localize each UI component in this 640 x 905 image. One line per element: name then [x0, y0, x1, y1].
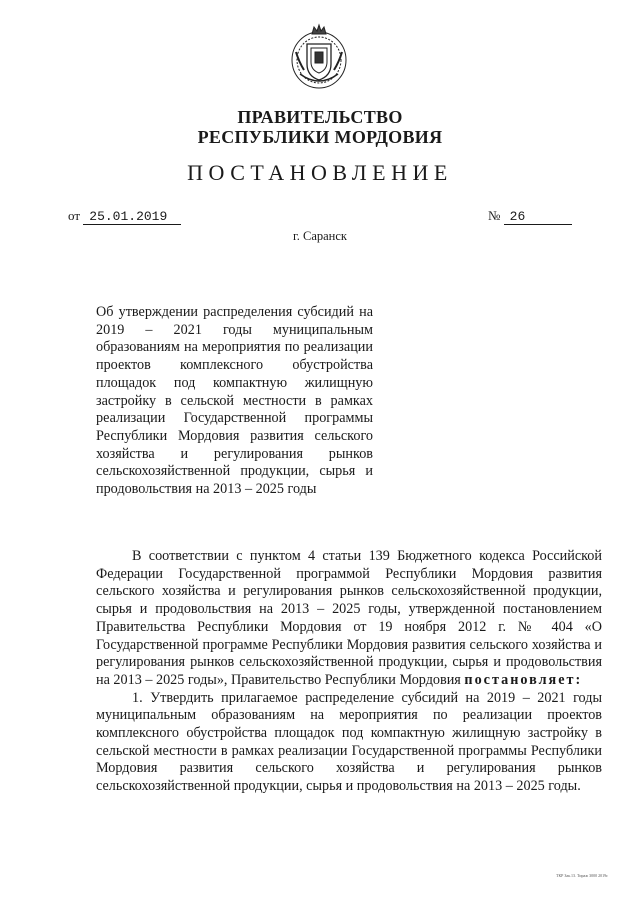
city: г. Саранск	[293, 229, 347, 243]
coat-of-arms-icon	[288, 22, 350, 92]
date-row	[68, 208, 181, 225]
document-number: 26	[504, 209, 572, 225]
body-paragraph-1-text: В соответствии с пунктом 4 статьи 139 Бюджетного кодекса Российской Федерации Государственной программой Республики Мордовия развития сельского хозяйства и регулирования рынков сельскохозяйственной продукции, сырья и продовольствия на 2013 – 2025 годы, утвержденной постановлением Правительства Республики Мордовия от 19 ноября 2012 г. № 404 «О Государственной программе Республики Мордовия развития сельского хозяйства и регулирования рынков сельскохозяйственной продукции, сырья и продовольствия на 2013 – 2025 годы», Правительство Республики Мордовия	[96, 548, 602, 688]
document-type: ПОСТАНОВЛЕНИЕ	[187, 160, 453, 185]
print-note: ТКР Зак.13. Тираж 3000 2019г.	[556, 873, 609, 878]
body-paragraph-2: 1. Утвердить прилагаемое распределение субсидий на 2019 – 2021 годы муниципальным образованиям на мероприятия по реализации проектов комплексного обустройства площадок под компактную жилищную застройку в сельской местности в рамках реализации Государственной программы Республики Мордовия развития сельского хозяйства и регулирования рынков сельскохозяйственной продукции, сырья и продовольствия на 2013 – 2025 годы.	[96, 689, 602, 795]
resolution-keyword: постановляет:	[464, 671, 583, 688]
document-subject: Об утверждении распределения субсидий на 2019 – 2021 годы муниципальным образованиям на мероприятия по реализации проектов комплексного обустройства площадок под компактную жилищную застройку в сельской местности в рамках реализации Государственной программы Республики Мордовия развития сельского хозяйства и регулирования рынков сельскохозяйственной продукции, сырья и продовольствия на 2013 – 2025 годы	[96, 304, 373, 498]
organization-name-line2: РЕСПУБЛИКИ МОРДОВИЯ	[197, 127, 443, 147]
organization-name-line1: ПРАВИТЕЛЬСТВО	[237, 107, 403, 127]
date-prefix: от	[68, 208, 81, 223]
document-body	[96, 548, 602, 796]
number-row	[488, 208, 572, 225]
body-paragraph-1	[96, 548, 602, 690]
document-date: 25.01.2019	[83, 209, 181, 225]
number-prefix: №	[488, 208, 501, 223]
